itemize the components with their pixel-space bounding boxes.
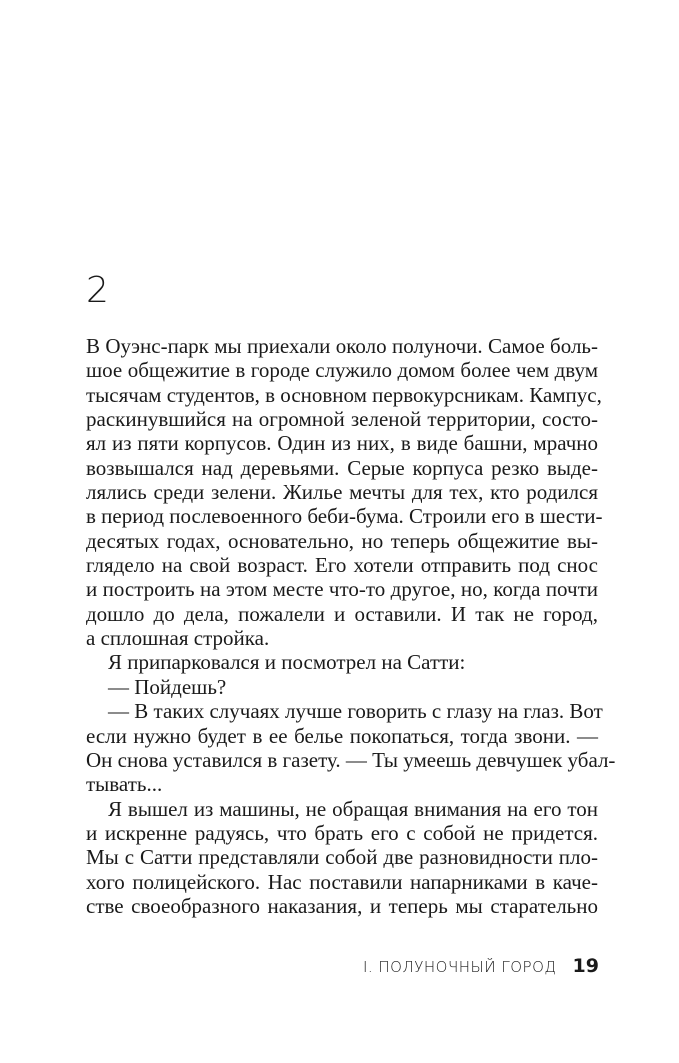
- text-line: и искренне радуясь, что брать его с собой не придется.: [86, 820, 598, 845]
- text-line: шое общежитие в городе служило домом более чем двум: [86, 358, 598, 383]
- paragraph: [86, 675, 598, 699]
- page-footer: [363, 955, 599, 977]
- text-line: тысячам студентов, в основном первокурсникам. Кампус,: [86, 382, 602, 407]
- text-line: — В таких случаях лучше говорить с глазу на глаз. Вот: [108, 699, 603, 724]
- page-number: 19: [572, 955, 599, 977]
- text-line: а сплошная стройка.: [86, 626, 270, 651]
- paragraph: [86, 797, 598, 919]
- text-line: лялись среди зелени. Жилье мечты для тех, кто родился: [86, 480, 598, 505]
- text-line: если нужно будет в ее белье покопаться, тогда звони. —: [86, 723, 598, 748]
- text-line: — Пойдешь?: [108, 674, 227, 699]
- text-line: раскинувшийся на огромной зеленой территории, состо-: [86, 407, 598, 432]
- text-line: Я вышел из машины, не обращая внимания на его тон: [108, 796, 598, 821]
- chapter-number: 2: [86, 270, 110, 311]
- text-line: в период послевоенного беби-бума. Строили его в шести-: [86, 504, 603, 529]
- running-head: I. ПОЛУНОЧНЫЙ ГОРОД: [362, 958, 557, 976]
- text-line: Я припарковался и посмотрел на Сатти:: [108, 650, 466, 675]
- paragraph: [86, 650, 598, 674]
- text-line: В Оуэнс-парк мы приехали около полуночи. Самое боль-: [86, 334, 598, 358]
- text-line: глядело на свой возраст. Его хотели отправить под снос: [86, 553, 598, 578]
- text-line: десятых годах, основательно, но теперь общежитие вы-: [86, 528, 598, 553]
- text-line: стве своеобразного наказания, и теперь мы старательно: [86, 893, 598, 918]
- text-line: ял из пяти корпусов. Один из них, в виде башни, мрачно: [86, 431, 598, 456]
- text-line: дошло до дела, пожалели и оставили. И так не город,: [86, 601, 598, 626]
- body-text: [86, 334, 616, 918]
- text-line: тывать...: [86, 772, 163, 797]
- text-line: Мы с Сатти представляли собой две разновидности пло-: [86, 845, 598, 870]
- text-line: и построить на этом месте что-то другое, но, когда почти: [86, 577, 598, 602]
- text-line: возвышался над деревьями. Серые корпуса резко выде-: [86, 455, 598, 480]
- text-line: Он снова уставился в газету. — Ты умеешь девчушек убал-: [86, 747, 616, 772]
- text-line: хого полицейского. Нас поставили напарниками в каче-: [86, 869, 598, 894]
- paragraph: [86, 334, 603, 651]
- paragraph: [86, 699, 616, 797]
